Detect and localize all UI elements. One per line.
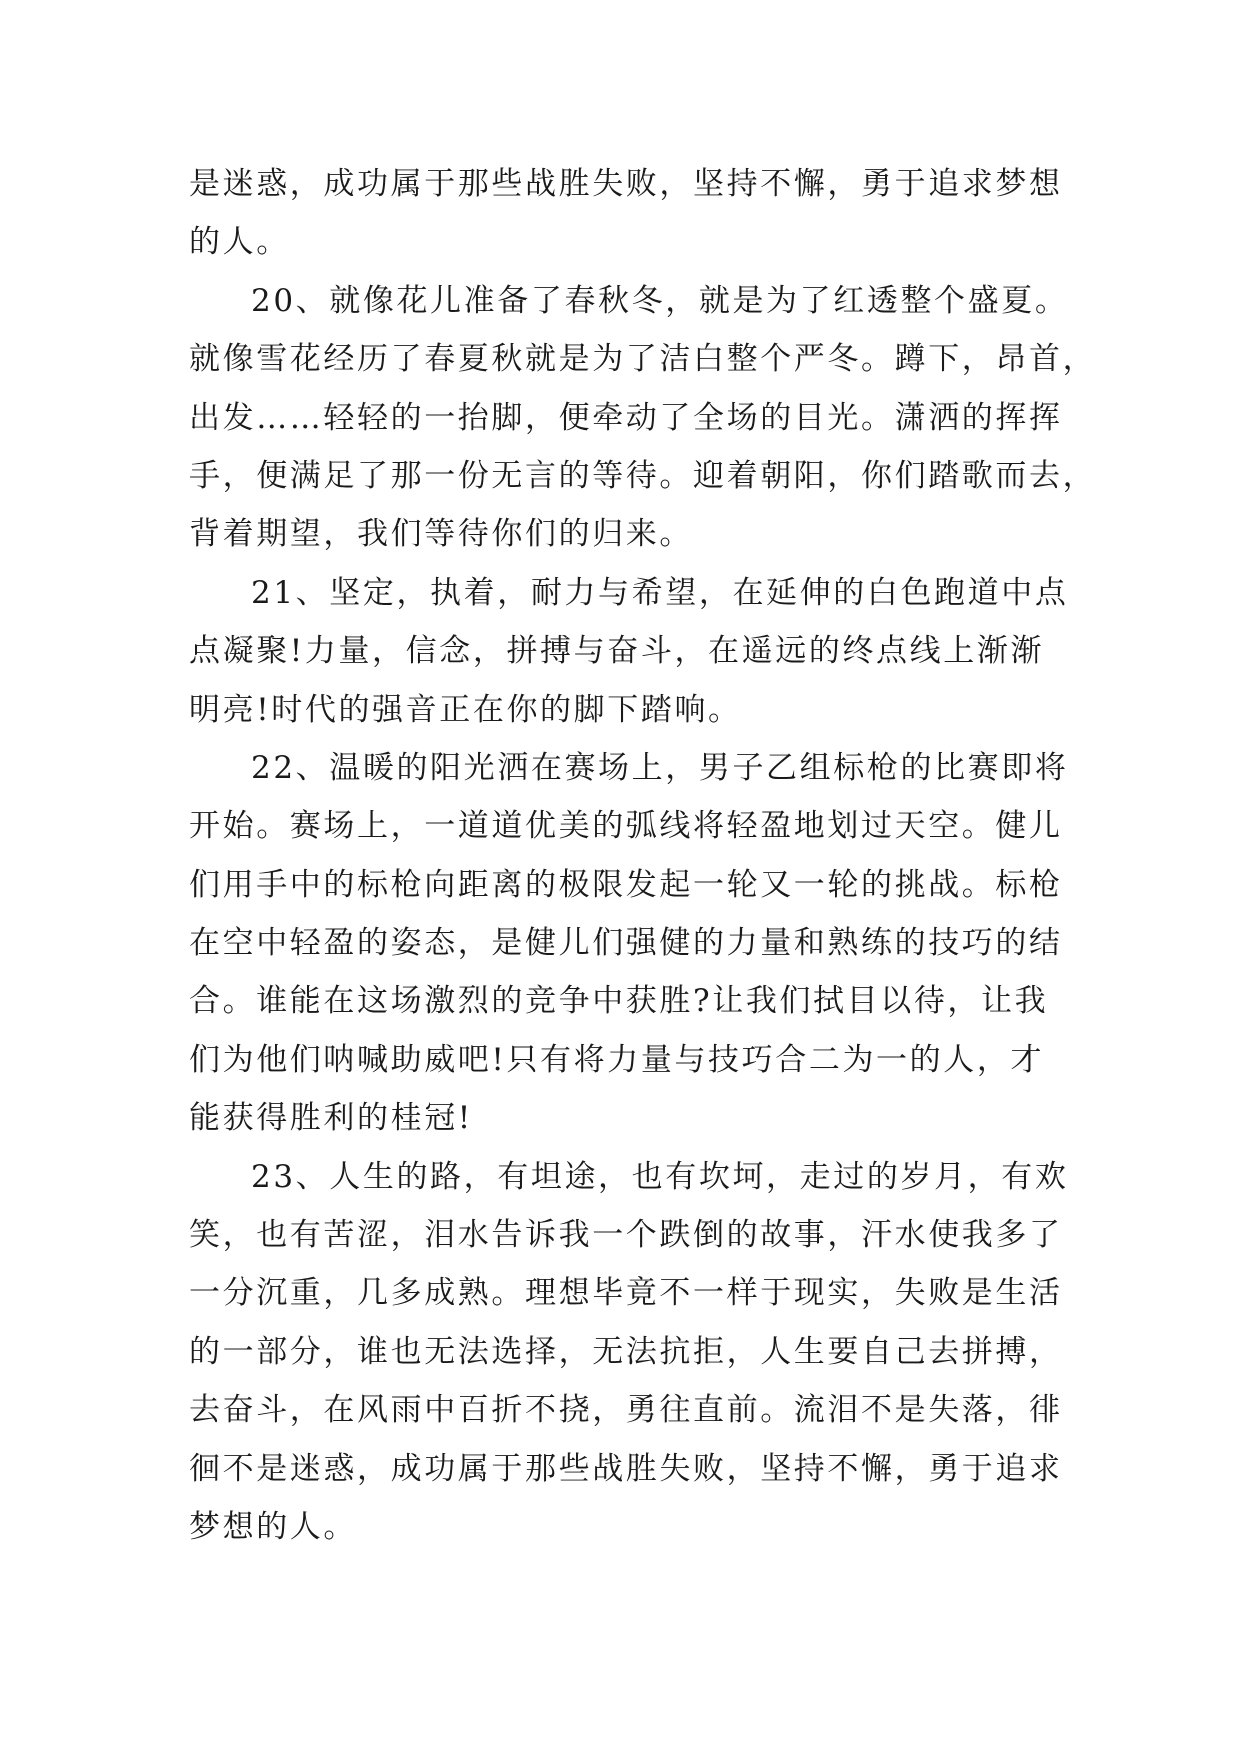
text-line: 徊不是迷惑，成功属于那些战胜失败，坚持不懈，勇于追求 xyxy=(189,1450,1063,1487)
text-line: 手，便满足了那一份无言的等待。迎着朝阳，你们踏歌而去， xyxy=(189,457,1097,494)
text-line: 20、就像花儿准备了春秋冬，就是为了红透整个盛夏。 xyxy=(251,282,1069,319)
paragraph-19-continuation xyxy=(189,155,1063,272)
text-line: 能获得胜利的桂冠! xyxy=(189,1100,473,1137)
text-line: 在空中轻盈的姿态，是健儿们强健的力量和熟练的技巧的结 xyxy=(189,925,1063,962)
document-body xyxy=(189,155,1097,1556)
text-line: 们为他们呐喊助威吧!只有将力量与技巧合二为一的人，才 xyxy=(189,1041,1045,1078)
text-line: 一分沉重，几多成熟。理想毕竟不一样于现实，失败是生活 xyxy=(189,1275,1063,1312)
text-line: 出发……轻轻的一抬脚，便牵动了全场的目光。潇洒的挥挥 xyxy=(189,399,1063,436)
text-line: 开始。赛场上，一道道优美的弧线将轻盈地划过天空。健儿 xyxy=(189,808,1063,845)
text-line: 点凝聚!力量，信念，拼搏与奋斗，在遥远的终点线上渐渐 xyxy=(189,633,1045,670)
text-line: 笑，也有苦涩，泪水告诉我一个跌倒的故事，汗水使我多了 xyxy=(189,1217,1063,1254)
text-line: 明亮!时代的强音正在你的脚下踏响。 xyxy=(189,691,742,728)
text-line: 是迷惑，成功属于那些战胜失败，坚持不懈，勇于追求梦想 xyxy=(189,166,1063,202)
text-line: 的一部分，谁也无法选择，无法抗拒，人生要自己去拼搏， xyxy=(189,1333,1063,1370)
paragraph-21 xyxy=(189,564,1069,739)
text-line: 21、坚定，执着，耐力与希望，在延伸的白色跑道中点 xyxy=(251,574,1069,611)
text-line: 合。谁能在这场激烈的竞争中获胜?让我们拭目以待，让我 xyxy=(189,983,1049,1020)
paragraph-23 xyxy=(189,1148,1069,1557)
text-line: 们用手中的标枪向距离的极限发起一轮又一轮的挑战。标枪 xyxy=(189,866,1063,903)
text-line: 背着期望，我们等待你们的归来。 xyxy=(189,516,693,553)
text-line: 梦想的人。 xyxy=(189,1508,357,1545)
paragraph-22 xyxy=(189,739,1069,1148)
text-line: 就像雪花经历了春夏秋就是为了洁白整个严冬。蹲下，昂首， xyxy=(189,341,1097,378)
text-line: 的人。 xyxy=(189,224,290,261)
text-line: 去奋斗，在风雨中百折不挠，勇往直前。流泪不是失落，徘 xyxy=(189,1392,1063,1429)
text-line: 23、人生的路，有坦途，也有坎坷，走过的岁月，有欢 xyxy=(251,1158,1069,1195)
text-line: 22、温暖的阳光洒在赛场上，男子乙组标枪的比赛即将 xyxy=(251,749,1069,786)
paragraph-20 xyxy=(189,272,1097,564)
